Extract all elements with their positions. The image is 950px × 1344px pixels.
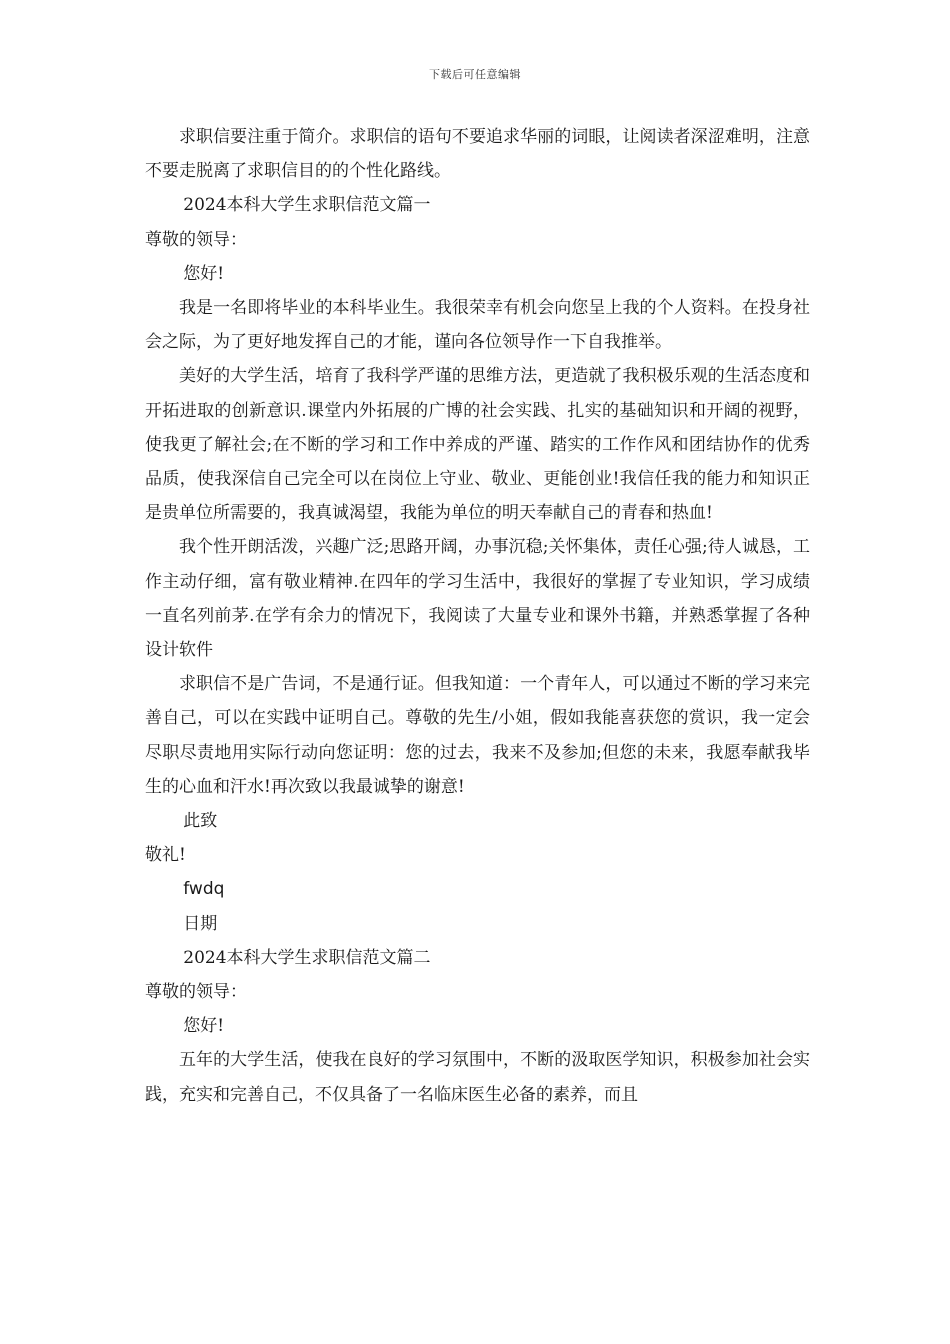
letter1-date: 日期 (183, 913, 218, 934)
letter1-title: 2024本科大学生求职信范文篇一 (183, 195, 431, 216)
document-body (145, 120, 810, 1112)
letter2-title: 2024本科大学生求职信范文篇二 (183, 947, 431, 968)
letter2-greeting: 您好! (183, 1016, 225, 1037)
letter1-paragraph-2: 美好的大学生活，培育了我科学严谨的思维方法，更造就了我积极乐观的生活态度和开拓进取的创新意识.课堂内外拓展的广博的社会实践、扎实的基础知识和开阔的视野，使我更了解社会;在不断的学习和工作中养成的严谨、踏实的工作作风和团结协作的优秀品质，使我深信自己完全可以在岗位上守业、敬业、更能创业!我信任我的能力和知识正是贵单位所需要的，我真诚渴望，我能为单位的明天奉献自己的青春和热血! (145, 366, 810, 524)
letter1-closing-1: 此致 (183, 811, 218, 832)
letter1-salutation: 尊敬的领导： (145, 229, 247, 250)
letter1-paragraph-4: 求职信不是广告词，不是通行证。但我知道：一个青年人，可以通过不断的学习来完善自己，可以在实践中证明自己。尊敬的先生/小姐，假如我能喜获您的赏识，我一定会尽职尽责地用实际行动向您证明：您的过去，我来不及参加;但您的未来，我愿奉献我毕生的心血和汗水!再次致以我最诚挚的谢意! (145, 674, 810, 797)
letter1-greeting: 您好! (183, 263, 225, 284)
page-header-note: 下载后可任意编辑 (429, 68, 521, 81)
letter1-paragraph-3: 我个性开朗活泼，兴趣广泛;思路开阔，办事沉稳;关怀集体，责任心强;待人诚恳，工作主动仔细，富有敬业精神.在四年的学习生活中，我很好的掌握了专业知识，学习成绩一直名列前茅.在学有余力的情况下，我阅读了大量专业和课外书籍，并熟悉掌握了各种设计软件 (145, 537, 810, 661)
letter1-closing-2: 敬礼! (145, 845, 186, 866)
letter1-paragraph-1: 我是一名即将毕业的本科毕业生。我很荣幸有机会向您呈上我的个人资料。在投身社会之际，为了更好地发挥自己的才能，谨向各位领导作一下自我推举。 (145, 298, 810, 353)
letter2-paragraph-1: 五年的大学生活，使我在良好的学习氛围中，不断的汲取医学知识，积极参加社会实践，充实和完善自己，不仅具备了一名临床医生必备的素养，而且 (145, 1050, 810, 1105)
letter2-salutation: 尊敬的领导： (145, 982, 247, 1003)
letter1-signature: fwdq (183, 879, 225, 900)
intro-paragraph: 求职信要注重于简介。求职信的语句不要追求华丽的词眼，让阅读者深涩难明，注意不要走脱离了求职信目的的个性化路线。 (145, 127, 810, 182)
